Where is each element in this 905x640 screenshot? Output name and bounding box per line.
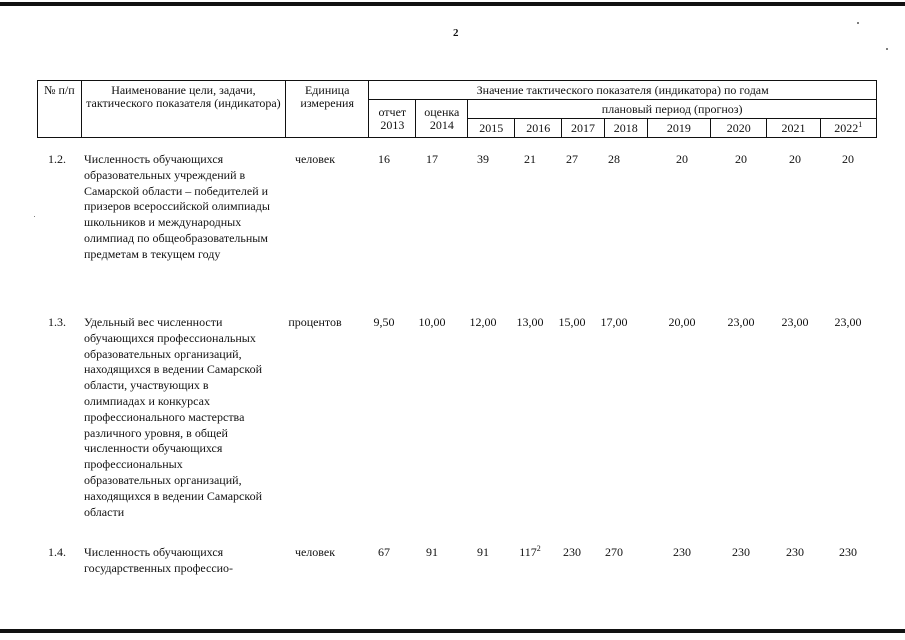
- header-year: 2018: [604, 119, 647, 138]
- value-cell: 16: [378, 152, 390, 166]
- value-cell: 39: [477, 152, 489, 166]
- header-num: № п/п: [38, 81, 82, 138]
- row-unit: процентов: [288, 315, 342, 329]
- header-year: 2017: [562, 119, 605, 138]
- row-number: 1.3.: [48, 315, 66, 329]
- value-cell: 10,00: [418, 315, 446, 329]
- value-cell: 27: [566, 152, 578, 166]
- top-rule: [0, 2, 905, 6]
- value-cell: 21: [524, 152, 536, 166]
- scan-speck: [857, 22, 859, 24]
- row-unit: человек: [294, 152, 336, 166]
- value-cell: 20: [735, 152, 747, 166]
- value-cell: 20: [676, 152, 688, 166]
- value-cell: 23,00: [727, 315, 755, 329]
- header-year: 2022$^1$: [820, 119, 876, 138]
- row-name: Удельный вес численности обучающихся профессиональных образовательных организаций, находящихся в ведении Самарской области, участвующих в олимпиадах и конкурсах профессионального мастерства различного уровня, в общей численности обучающихся профессиональных образовательных организаций, находящихся в ведении Самарской области: [84, 315, 262, 519]
- value-cell: $117^2$: [519, 544, 541, 559]
- value-cell: 67: [378, 545, 390, 559]
- value-cell: 9,50: [373, 315, 395, 329]
- value-cell: 230: [786, 545, 804, 559]
- header-unit: Единица измерения: [286, 81, 369, 138]
- header-estimate: оценка 2014: [416, 100, 468, 138]
- value-cell: 23,00: [781, 315, 809, 329]
- value-cell: 17: [426, 152, 438, 166]
- footnote-mark: 1: [858, 119, 863, 129]
- value-cell: 28: [608, 152, 620, 166]
- header-name: Наименование цели, задачи, тактического показателя (индикатора): [81, 81, 285, 138]
- value-cell: 20: [789, 152, 801, 166]
- scan-speck: [886, 48, 888, 50]
- value-cell: 91: [426, 545, 438, 559]
- header-year: 2021: [767, 119, 820, 138]
- value-cell: 230: [839, 545, 857, 559]
- value-cell: 12,00: [469, 315, 497, 329]
- page-number: 2: [453, 27, 459, 39]
- value-cell: 20: [842, 152, 854, 166]
- header-year: 2019: [647, 119, 711, 138]
- header-year: 2020: [711, 119, 767, 138]
- table-header: [37, 80, 877, 138]
- value-cell: 20,00: [668, 315, 696, 329]
- row-name: Численность обучающихся государственных профессио-: [84, 545, 234, 575]
- value-cell: 17,00: [600, 315, 628, 329]
- value-cell: 230: [563, 545, 581, 559]
- header-year: 2015: [468, 119, 515, 138]
- value-cell: 15,00: [558, 315, 586, 329]
- row-number: 1.2.: [48, 152, 66, 166]
- value-cell: 13,00: [516, 315, 544, 329]
- value-cell: 230: [673, 545, 691, 559]
- header-values-group: Значение тактического показателя (индикатора) по годам: [369, 81, 877, 100]
- row-name: Численность обучающихся образовательных учреждений в Самарской области – победителей и призеров всероссийской олимпиады школьников и международных олимпиад по общеобразовательным предметам в текущем году: [84, 152, 270, 261]
- footnote-mark: 2: [536, 544, 541, 553]
- header-year: 2016: [515, 119, 562, 138]
- bottom-rule: [0, 629, 905, 633]
- value-cell: 270: [605, 545, 623, 559]
- value-cell: 91: [477, 545, 489, 559]
- row-number: 1.4.: [48, 545, 66, 559]
- value-cell: 230: [732, 545, 750, 559]
- value-cell: 23,00: [834, 315, 862, 329]
- scan-speck: [34, 216, 35, 217]
- header-plan-group: плановый период (прогноз): [468, 100, 877, 119]
- header-report: отчет 2013: [369, 100, 416, 138]
- row-unit: человек: [294, 545, 336, 559]
